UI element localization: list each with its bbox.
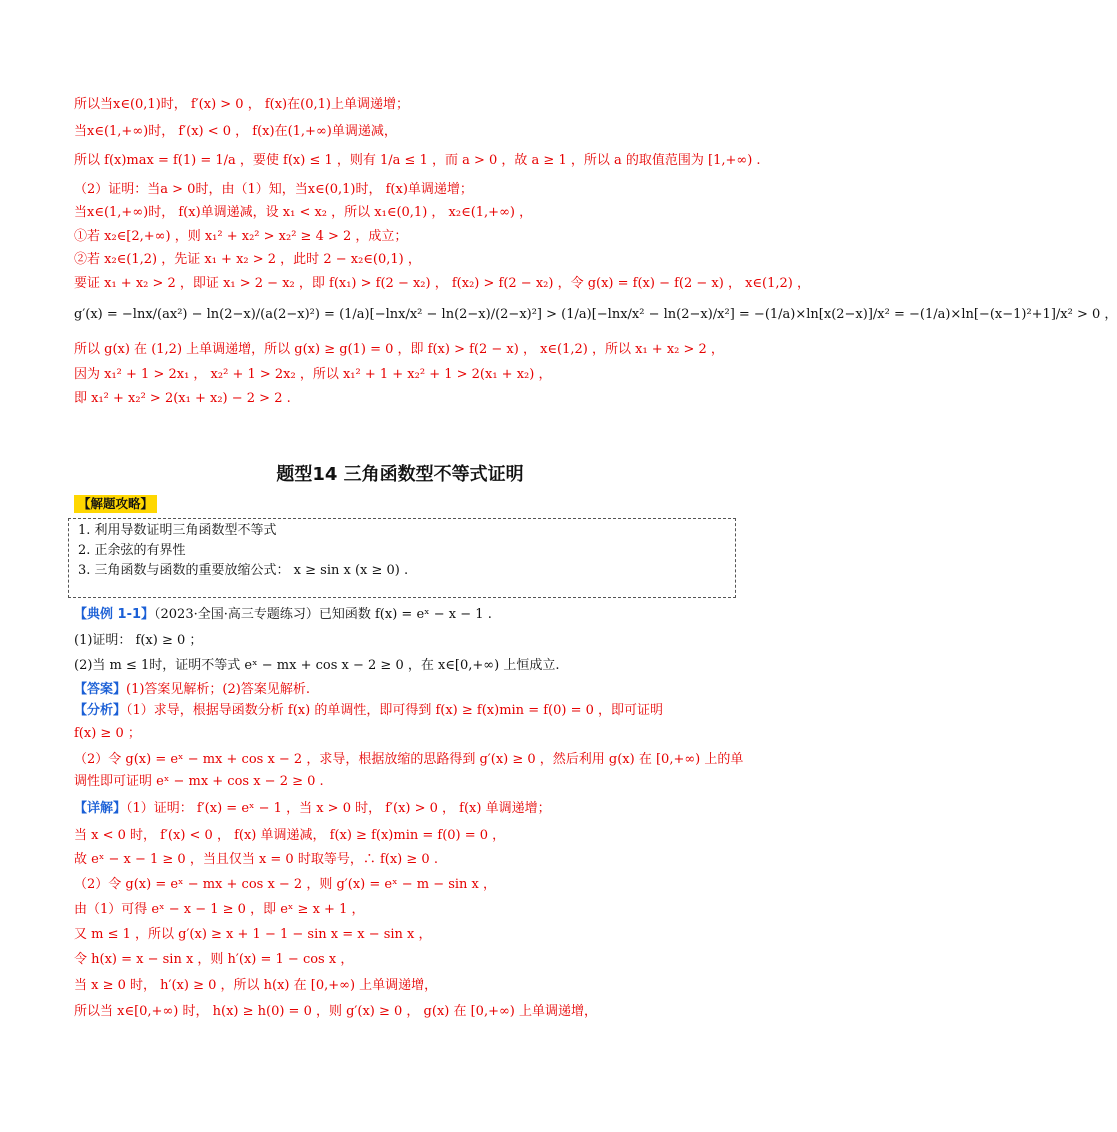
analysis-line-1 (74, 702, 734, 720)
solution-line-8: 要证 x₁ + x₂ > 2 ，即证 x₁ > 2 − x₂ ，即 f(x₁) > f(2 − x₂) ， f(x₂) > f(2 − x₂) ，令 g(x) = f(x) − f(2 − x) ， x∈(1,2) ， (74, 276, 810, 291)
solution-line-6: ①若 x₂∈[2,+∞) ，则 x₁² + x₂² > x₂² ≥ 4 > 2 ，成立； (74, 229, 408, 244)
solution-line-2: 当x∈(1,+∞)时， f′(x) < 0 ， f(x)在(1,+∞)单调递减， (74, 124, 397, 139)
detail-text-7: 令 h(x) = x − sin x ，则 h′(x) = 1 − cos x ， (74, 952, 354, 967)
answer-text: (1)答案见解析；(2)答案见解析. (126, 682, 310, 697)
detail-line-7 (74, 951, 734, 969)
detail-text-8: 当 x ≥ 0 时， h′(x) ≥ 0 ，所以 h(x) 在 [0,+∞) 上单调递增， (74, 978, 438, 993)
solution-formula-line: g′(x) = −lnx/(ax²) − ln(2−x)/(a(2−x)²) = (1/a)[−lnx/x² − ln(2−x)/(2−x)²] > (1/a)[−lnx/x² − ln(2−x)/x²] = −(1/a)×ln[x(2−x)]/x² = −(1/a)×ln[−(x−1)²+1]/x² > 0 ， (74, 307, 1117, 322)
solution-line-1: 所以当x∈(0,1)时， f′(x) > 0 ， f(x)在(0,1)上单调递增； (74, 97, 409, 112)
analysis-text-1: （1）求导，根据导函数分析 f(x) 的单调性，即可得到 f(x) ≥ f(x)min = f(0) = 0 ，即可证明 (126, 703, 664, 718)
detail-line-4 (74, 876, 734, 894)
detail-label: 【详解】 (74, 801, 127, 816)
detail-text-3: 故 eˣ − x − 1 ≥ 0 ，当且仅当 x = 0 时取等号，∴ f(x) ≥ 0 . (74, 852, 438, 867)
detail-line-9 (74, 1003, 734, 1021)
analysis-text-3: （2）令 g(x) = eˣ − mx + cos x − 2 ，求导，根据放缩的思路得到 g′(x) ≥ 0 ，然后利用 g(x) 在 [0,+∞) 上的单 (74, 752, 744, 767)
strategy-badge: 【解题攻略】 (74, 495, 157, 513)
detail-line-8 (74, 977, 734, 995)
question-part-1-text: (1)证明： f(x) ≥ 0 ； (74, 633, 203, 648)
analysis-text-4: 调性即可证明 eˣ − mx + cos x − 2 ≥ 0 . (74, 774, 324, 789)
question-part-2 (74, 657, 734, 675)
detail-text-1: （1）证明： f′(x) = eˣ − 1 ，当 x > 0 时， f′(x) > 0 ， f(x) 单调递增； (126, 801, 551, 816)
detail-text-5: 由（1）可得 eˣ − x − 1 ≥ 0 ，即 eˣ ≥ x + 1 ， (74, 902, 365, 917)
detail-line-3 (74, 851, 734, 869)
example-text: （2023·全国·高三专题练习）已知函数 f(x) = eˣ − x − 1 . (154, 607, 492, 622)
analysis-label: 【分析】 (74, 703, 127, 718)
strategy-item-3: 3. 三角函数与函数的重要放缩公式： x ≥ sin x (x ≥ 0) . (78, 563, 409, 578)
analysis-line-3 (74, 751, 744, 769)
analysis-line-2 (74, 725, 734, 743)
solution-line-4: （2）证明：当a > 0时，由（1）知，当x∈(0,1)时， f(x)单调递增； (74, 182, 473, 197)
strategy-item-2: 2. 正余弦的有界性 (78, 543, 186, 558)
detail-text-6: 又 m ≤ 1 ，所以 g′(x) ≥ x + 1 − 1 − sin x = x − sin x ， (74, 927, 432, 942)
example-tag: 【典例 1-1】 (74, 607, 155, 622)
detail-text-9: 所以当 x∈[0,+∞) 时， h(x) ≥ h(0) = 0 ，则 g′(x) ≥ 0 ， g(x) 在 [0,+∞) 上单调递增， (74, 1004, 598, 1019)
solution-line-5: 当x∈(1,+∞)时， f(x)单调递减，设 x₁ < x₂ ，所以 x₁∈(0,1) ， x₂∈(1,+∞) ， (74, 205, 533, 220)
solution-line-3: 所以 f(x)max = f(1) = 1/a ，要使 f(x) ≤ 1 ，则有 1/a ≤ 1 ，而 a > 0 ，故 a ≥ 1 ，所以 a 的取值范围为 [1,+∞) . (74, 153, 761, 168)
question-part-1 (74, 632, 734, 650)
strategy-item-1: 1. 利用导数证明三角函数型不等式 (78, 523, 277, 538)
analysis-line-4 (74, 773, 734, 791)
example-heading (74, 606, 734, 624)
solution-line-12: 即 x₁² + x₂² > 2(x₁ + x₂) − 2 > 2 . (74, 391, 291, 406)
detail-line-1 (74, 800, 734, 818)
detail-line-2 (74, 827, 734, 845)
detail-line-6 (74, 926, 734, 944)
question-part-2-text: (2)当 m ≤ 1时，证明不等式 eˣ − mx + cos x − 2 ≥ 0 ，在 x∈[0,+∞) 上恒成立. (74, 658, 560, 673)
answer-line (74, 681, 734, 699)
solution-line-11: 因为 x₁² + 1 > 2x₁ ， x₂² + 1 > 2x₂ ，所以 x₁² + 1 + x₂² + 1 > 2(x₁ + x₂) ， (74, 367, 552, 382)
analysis-text-2: f(x) ≥ 0 ； (74, 726, 141, 741)
solution-line-10: 所以 g(x) 在 (1,2) 上单调递增，所以 g(x) ≥ g(1) = 0 ，即 f(x) > f(2 − x) ， x∈(1,2) ，所以 x₁ + x₂ > 2 ， (74, 342, 724, 357)
detail-text-2: 当 x < 0 时， f′(x) < 0 ， f(x) 单调递减， f(x) ≥ f(x)min = f(0) = 0 ， (74, 828, 506, 843)
detail-line-5 (74, 901, 734, 919)
detail-text-4: （2）令 g(x) = eˣ − mx + cos x − 2 ，则 g′(x) = eˣ − m − sin x ， (74, 877, 497, 892)
answer-label: 【答案】 (74, 682, 127, 697)
solution-line-7: ②若 x₂∈(1,2) ，先证 x₁ + x₂ > 2 ，此时 2 − x₂∈(0,1) ， (74, 252, 421, 267)
section-title: 题型14 三角函数型不等式证明 (276, 464, 524, 485)
